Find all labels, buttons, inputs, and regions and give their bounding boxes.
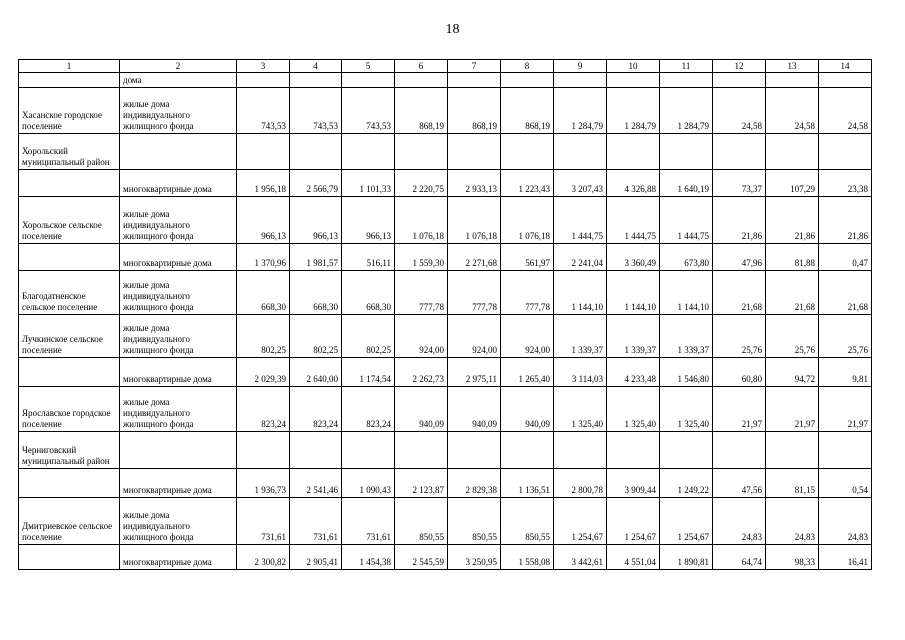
value-cell: 21,68 xyxy=(766,271,819,315)
value-cell: 2 262,73 xyxy=(395,358,448,387)
value-cell: 2 241,04 xyxy=(554,244,607,271)
table-row xyxy=(19,88,872,134)
settlement-name-cell xyxy=(19,469,120,498)
value-cell xyxy=(501,73,554,88)
column-header: 8 xyxy=(501,60,554,73)
value-cell: 802,25 xyxy=(290,315,342,358)
value-cell: 24,83 xyxy=(713,498,766,545)
housing-type-cell: многоквартирные дома xyxy=(120,545,237,570)
value-cell: 1 144,10 xyxy=(660,271,713,315)
value-cell: 1 325,40 xyxy=(660,387,713,432)
value-cell: 21,97 xyxy=(766,387,819,432)
settlement-name-cell: Хорольское сельское поселение xyxy=(19,197,120,244)
value-cell: 1 640,19 xyxy=(660,170,713,197)
value-cell xyxy=(501,432,554,469)
settlement-name-cell: Благодатненское сельское поселение xyxy=(19,271,120,315)
value-cell: 1 325,40 xyxy=(554,387,607,432)
value-cell: 850,55 xyxy=(501,498,554,545)
value-cell xyxy=(766,134,819,170)
value-cell: 2 640,00 xyxy=(290,358,342,387)
value-cell xyxy=(713,432,766,469)
value-cell xyxy=(342,432,395,469)
value-cell xyxy=(660,73,713,88)
table-row xyxy=(19,469,872,498)
value-cell: 1 325,40 xyxy=(607,387,660,432)
settlement-name-cell xyxy=(19,73,120,88)
value-cell: 4 551,04 xyxy=(607,545,660,570)
value-cell xyxy=(290,432,342,469)
value-cell: 1 444,75 xyxy=(660,197,713,244)
value-cell: 3 360,49 xyxy=(607,244,660,271)
column-header: 1 xyxy=(19,60,120,73)
value-cell: 743,53 xyxy=(342,88,395,134)
value-cell: 2 545,59 xyxy=(395,545,448,570)
column-header: 4 xyxy=(290,60,342,73)
settlement-name-cell: Хорольский муниципальный район xyxy=(19,134,120,170)
value-cell: 673,80 xyxy=(660,244,713,271)
value-cell: 668,30 xyxy=(290,271,342,315)
value-cell: 2 220,75 xyxy=(395,170,448,197)
table-row xyxy=(19,244,872,271)
value-cell: 1 284,79 xyxy=(554,88,607,134)
value-cell: 21,68 xyxy=(713,271,766,315)
value-cell: 668,30 xyxy=(237,271,290,315)
value-cell: 1 956,18 xyxy=(237,170,290,197)
value-cell: 21,86 xyxy=(766,197,819,244)
value-cell: 2 975,11 xyxy=(448,358,501,387)
value-cell xyxy=(237,134,290,170)
value-cell xyxy=(290,134,342,170)
housing-type-cell: многоквартирные дома xyxy=(120,244,237,271)
value-cell: 1 454,38 xyxy=(342,545,395,570)
header-row xyxy=(19,60,872,73)
value-cell: 2 800,78 xyxy=(554,469,607,498)
value-cell: 1 223,43 xyxy=(501,170,554,197)
value-cell xyxy=(237,432,290,469)
value-cell: 940,09 xyxy=(395,387,448,432)
value-cell: 47,56 xyxy=(713,469,766,498)
value-cell: 1 559,30 xyxy=(395,244,448,271)
value-cell xyxy=(607,134,660,170)
value-cell: 1 090,43 xyxy=(342,469,395,498)
value-cell: 21,68 xyxy=(819,271,872,315)
value-cell: 2 271,68 xyxy=(448,244,501,271)
column-header: 13 xyxy=(766,60,819,73)
value-cell: 823,24 xyxy=(342,387,395,432)
value-cell: 1 249,22 xyxy=(660,469,713,498)
value-cell: 2 566,79 xyxy=(290,170,342,197)
value-cell: 940,09 xyxy=(448,387,501,432)
value-cell: 1 981,57 xyxy=(290,244,342,271)
settlement-name-cell: Черниговский муниципальный район xyxy=(19,432,120,469)
value-cell: 1 254,67 xyxy=(660,498,713,545)
value-cell: 743,53 xyxy=(290,88,342,134)
value-cell: 1 265,40 xyxy=(501,358,554,387)
table-row xyxy=(19,73,872,88)
value-cell: 25,76 xyxy=(819,315,872,358)
value-cell: 21,97 xyxy=(819,387,872,432)
value-cell: 3 442,61 xyxy=(554,545,607,570)
value-cell: 731,61 xyxy=(290,498,342,545)
value-cell: 1 101,33 xyxy=(342,170,395,197)
value-cell xyxy=(554,134,607,170)
value-cell: 1 370,96 xyxy=(237,244,290,271)
value-cell xyxy=(342,73,395,88)
value-cell: 2 905,41 xyxy=(290,545,342,570)
value-cell: 24,58 xyxy=(713,88,766,134)
value-cell xyxy=(342,134,395,170)
value-cell xyxy=(395,134,448,170)
value-cell: 1 144,10 xyxy=(554,271,607,315)
value-cell: 823,24 xyxy=(237,387,290,432)
value-cell xyxy=(660,134,713,170)
value-cell: 60,80 xyxy=(713,358,766,387)
value-cell: 24,58 xyxy=(819,88,872,134)
column-header: 9 xyxy=(554,60,607,73)
value-cell: 23,38 xyxy=(819,170,872,197)
value-cell: 1 284,79 xyxy=(660,88,713,134)
housing-type-cell: жилые дома индивидуального жилищного фонда xyxy=(120,498,237,545)
table-row xyxy=(19,315,872,358)
value-cell xyxy=(713,73,766,88)
value-cell: 966,13 xyxy=(342,197,395,244)
value-cell xyxy=(660,432,713,469)
value-cell: 1 076,18 xyxy=(448,197,501,244)
value-cell: 25,76 xyxy=(713,315,766,358)
value-cell xyxy=(237,73,290,88)
settlement-name-cell xyxy=(19,170,120,197)
value-cell xyxy=(819,134,872,170)
value-cell: 3 909,44 xyxy=(607,469,660,498)
value-cell: 0,47 xyxy=(819,244,872,271)
value-cell: 868,19 xyxy=(501,88,554,134)
value-cell: 2 123,87 xyxy=(395,469,448,498)
value-cell xyxy=(607,73,660,88)
value-cell xyxy=(448,432,501,469)
value-cell xyxy=(607,432,660,469)
value-cell: 2 541,46 xyxy=(290,469,342,498)
value-cell: 802,25 xyxy=(237,315,290,358)
value-cell: 966,13 xyxy=(290,197,342,244)
value-cell: 1 076,18 xyxy=(395,197,448,244)
value-cell: 3 114,03 xyxy=(554,358,607,387)
housing-type-cell: жилые дома индивидуального жилищного фонда xyxy=(120,315,237,358)
value-cell: 777,78 xyxy=(448,271,501,315)
housing-type-cell: жилые дома индивидуального жилищного фонда xyxy=(120,88,237,134)
value-cell xyxy=(819,73,872,88)
value-cell: 668,30 xyxy=(342,271,395,315)
housing-type-cell: многоквартирные дома xyxy=(120,358,237,387)
value-cell: 73,37 xyxy=(713,170,766,197)
value-cell: 924,00 xyxy=(501,315,554,358)
value-cell: 21,86 xyxy=(819,197,872,244)
value-cell xyxy=(713,134,766,170)
value-cell xyxy=(766,73,819,88)
value-cell: 4 233,48 xyxy=(607,358,660,387)
value-cell: 1 076,18 xyxy=(501,197,554,244)
table-row xyxy=(19,545,872,570)
value-cell: 940,09 xyxy=(501,387,554,432)
value-cell: 1 254,67 xyxy=(554,498,607,545)
value-cell: 868,19 xyxy=(395,88,448,134)
value-cell: 0,54 xyxy=(819,469,872,498)
table-row xyxy=(19,358,872,387)
housing-type-cell: жилые дома индивидуального жилищного фонда xyxy=(120,271,237,315)
value-cell: 1 444,75 xyxy=(607,197,660,244)
value-cell: 966,13 xyxy=(237,197,290,244)
value-cell: 24,83 xyxy=(766,498,819,545)
value-cell: 4 326,88 xyxy=(607,170,660,197)
value-cell: 9,81 xyxy=(819,358,872,387)
table-row xyxy=(19,170,872,197)
value-cell: 1 339,37 xyxy=(607,315,660,358)
value-cell: 81,88 xyxy=(766,244,819,271)
value-cell xyxy=(819,432,872,469)
value-cell: 924,00 xyxy=(395,315,448,358)
value-cell: 81,15 xyxy=(766,469,819,498)
value-cell: 1 546,80 xyxy=(660,358,713,387)
value-cell xyxy=(554,73,607,88)
settlement-name-cell xyxy=(19,358,120,387)
table-row xyxy=(19,432,872,469)
housing-type-cell: многоквартирные дома xyxy=(120,469,237,498)
tariff-table xyxy=(18,59,872,570)
column-header: 3 xyxy=(237,60,290,73)
value-cell: 802,25 xyxy=(342,315,395,358)
value-cell: 3 250,95 xyxy=(448,545,501,570)
value-cell: 823,24 xyxy=(290,387,342,432)
value-cell: 21,97 xyxy=(713,387,766,432)
table-row xyxy=(19,197,872,244)
value-cell: 731,61 xyxy=(342,498,395,545)
value-cell: 2 933,13 xyxy=(448,170,501,197)
value-cell: 21,86 xyxy=(713,197,766,244)
value-cell xyxy=(501,134,554,170)
value-cell: 107,29 xyxy=(766,170,819,197)
value-cell: 24,83 xyxy=(819,498,872,545)
column-header: 5 xyxy=(342,60,395,73)
housing-type-cell: жилые дома индивидуального жилищного фонда xyxy=(120,387,237,432)
value-cell xyxy=(448,134,501,170)
housing-type-cell xyxy=(120,432,237,469)
value-cell: 3 207,43 xyxy=(554,170,607,197)
settlement-name-cell xyxy=(19,545,120,570)
value-cell: 1 339,37 xyxy=(660,315,713,358)
value-cell xyxy=(395,432,448,469)
settlement-name-cell: Лучкинское сельское поселение xyxy=(19,315,120,358)
value-cell: 561,97 xyxy=(501,244,554,271)
column-header: 7 xyxy=(448,60,501,73)
value-cell: 1 174,54 xyxy=(342,358,395,387)
value-cell: 1 339,37 xyxy=(554,315,607,358)
value-cell: 1 136,51 xyxy=(501,469,554,498)
settlement-name-cell: Дмитриевское сельское поселение xyxy=(19,498,120,545)
housing-type-cell: дома xyxy=(120,73,237,88)
page-number: 18 xyxy=(445,22,460,37)
value-cell: 743,53 xyxy=(237,88,290,134)
value-cell: 777,78 xyxy=(395,271,448,315)
value-cell: 850,55 xyxy=(448,498,501,545)
housing-type-cell xyxy=(120,134,237,170)
column-header: 14 xyxy=(819,60,872,73)
value-cell: 516,11 xyxy=(342,244,395,271)
value-cell: 64,74 xyxy=(713,545,766,570)
value-cell xyxy=(554,432,607,469)
value-cell: 868,19 xyxy=(448,88,501,134)
value-cell xyxy=(766,432,819,469)
housing-type-cell: жилые дома индивидуального жилищного фонда xyxy=(120,197,237,244)
value-cell: 850,55 xyxy=(395,498,448,545)
value-cell xyxy=(395,73,448,88)
value-cell: 47,96 xyxy=(713,244,766,271)
column-header: 11 xyxy=(660,60,713,73)
value-cell xyxy=(290,73,342,88)
column-header: 12 xyxy=(713,60,766,73)
value-cell: 2 829,38 xyxy=(448,469,501,498)
value-cell: 98,33 xyxy=(766,545,819,570)
column-header: 10 xyxy=(607,60,660,73)
settlement-name-cell: Ярославское городское поселение xyxy=(19,387,120,432)
value-cell: 1 936,73 xyxy=(237,469,290,498)
settlement-name-cell: Хасанское городское поселение xyxy=(19,88,120,134)
value-cell: 25,76 xyxy=(766,315,819,358)
table-row xyxy=(19,387,872,432)
value-cell: 24,58 xyxy=(766,88,819,134)
value-cell: 1 444,75 xyxy=(554,197,607,244)
table-row xyxy=(19,134,872,170)
value-cell: 777,78 xyxy=(501,271,554,315)
value-cell: 1 558,08 xyxy=(501,545,554,570)
value-cell: 94,72 xyxy=(766,358,819,387)
value-cell: 731,61 xyxy=(237,498,290,545)
table-row xyxy=(19,271,872,315)
value-cell xyxy=(448,73,501,88)
value-cell: 2 300,82 xyxy=(237,545,290,570)
value-cell: 16,41 xyxy=(819,545,872,570)
housing-type-cell: многоквартирные дома xyxy=(120,170,237,197)
value-cell: 1 144,10 xyxy=(607,271,660,315)
value-cell: 924,00 xyxy=(448,315,501,358)
value-cell: 1 284,79 xyxy=(607,88,660,134)
value-cell: 2 029,39 xyxy=(237,358,290,387)
column-header: 6 xyxy=(395,60,448,73)
value-cell: 1 254,67 xyxy=(607,498,660,545)
value-cell: 1 890,81 xyxy=(660,545,713,570)
settlement-name-cell xyxy=(19,244,120,271)
column-header: 2 xyxy=(120,60,237,73)
table-row xyxy=(19,498,872,545)
